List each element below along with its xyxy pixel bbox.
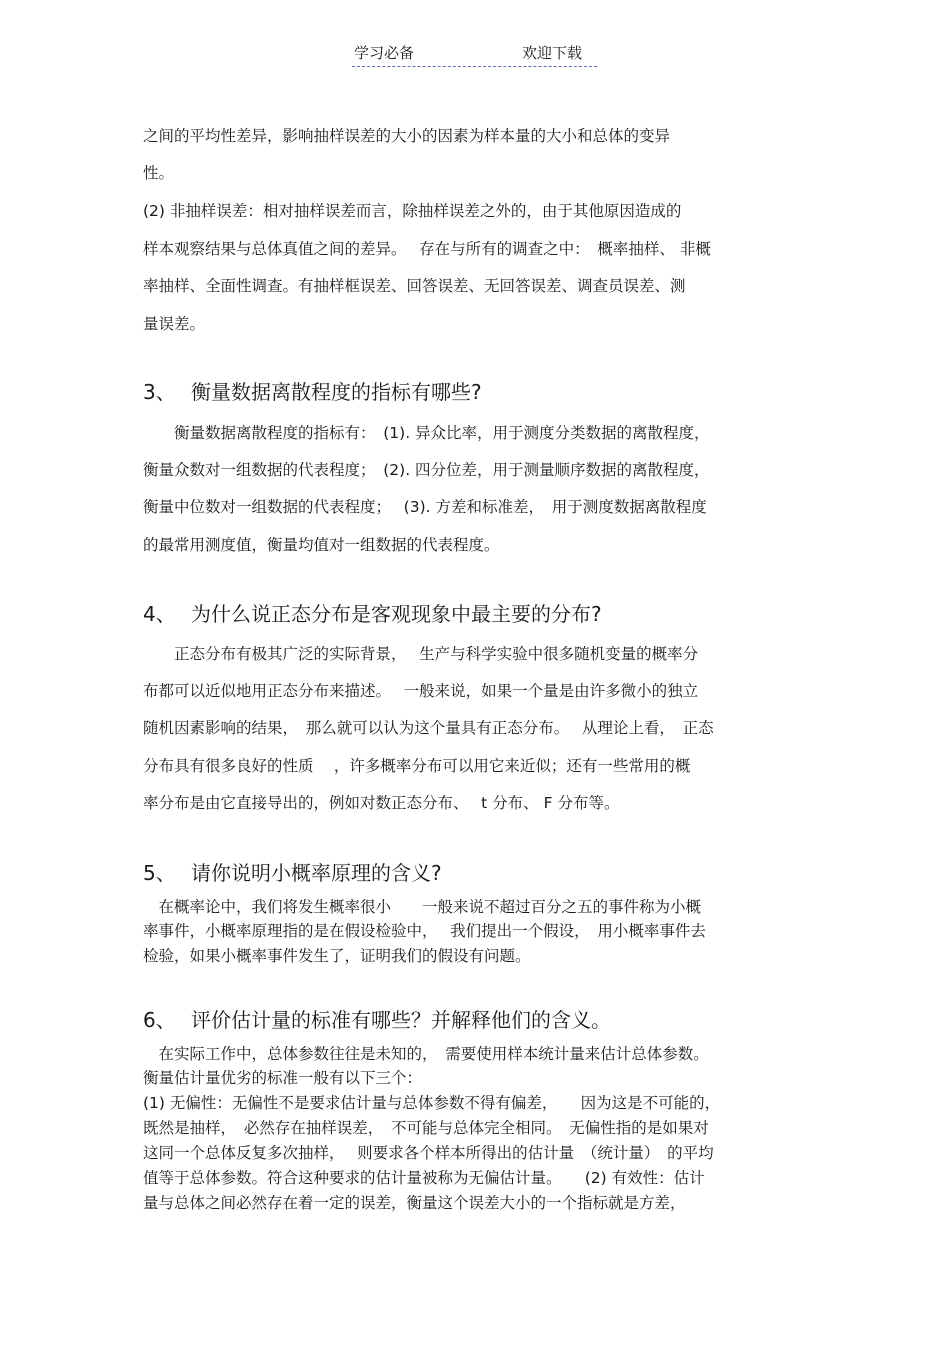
heading-number: 6、 (143, 1008, 176, 1032)
text-line: 率事件，小概率原理指的是在假设检验中， 我们提出一个假设， 用小概率事件去 (143, 922, 706, 940)
text-line: 之间的平均性差异，影响抽样误差的大小的因素为样本量的大小和总体的变异 (143, 127, 671, 145)
text-line: 这同一个总体反复多次抽样， 则要求各个样本所得出的估计量 （统计量） 的平均 (143, 1144, 714, 1162)
text-line: 布都可以近似地用正态分布来描述。 一般来说，如果一个量是由许多微小的独立 (143, 682, 699, 700)
text-line: 性。 (143, 164, 175, 182)
text-line: 在概率论中，我们将发生概率很小 一般来说不超过百分之五的事件称为小概 (143, 898, 702, 916)
text-line: 率分布是由它直接导出的，例如对数正态分布、 t 分布、 F 分布等。 (143, 794, 620, 812)
text-line: (2) 非抽样误差：相对抽样误差而言，除抽样误差之外的，由于其他原因造成的 (143, 202, 682, 220)
heading-text: 请你说明小概率原理的含义? (191, 861, 442, 885)
heading-text: 评价估计量的标准有哪些？并解释他们的含义。 (191, 1008, 611, 1032)
text-line: 样本观察结果与总体真值之间的差异。 存在与所有的调查之中： 概率抽样、 非概 (143, 240, 711, 258)
text-line: 量与总体之间必然存在着一定的误差，衡量这个误差大小的一个指标就是方差， (143, 1194, 686, 1212)
heading-number: 3、 (143, 380, 176, 404)
heading-text: 衡量数据离散程度的指标有哪些? (191, 380, 482, 404)
text-line: (1) 无偏性：无偏性不是要求估计量与总体参数不得有偏差， 因为这是不可能的， (143, 1094, 721, 1112)
section-heading-5 (143, 860, 442, 886)
page-header (352, 42, 597, 67)
text-line: 正态分布有极其广泛的实际背景， 生产与科学实验中很多随机变量的概率分 (143, 645, 699, 663)
text-line: 衡量数据离散程度的指标有： (1). 异众比率，用于测度分类数据的离散程度， (143, 424, 710, 442)
text-line: 衡量中位数对一组数据的代表程度； (3). 方差和标准差， 用于测度数据离散程度 (143, 498, 707, 516)
text-line: 在实际工作中，总体参数往往是未知的， 需要使用样本统计量来估计总体参数。 (143, 1045, 709, 1063)
heading-text: 为什么说正态分布是客观现象中最主要的分布? (191, 602, 602, 626)
text-line: 分布具有很多良好的性质 ，许多概率分布可以用它来近似；还有一些常用的概 (143, 757, 691, 775)
heading-number: 5、 (143, 861, 176, 885)
text-line: 量误差。 (143, 315, 206, 333)
text-line: 衡量估计量优劣的标准一般有以下三个： (143, 1069, 423, 1087)
section-heading-3 (143, 379, 482, 405)
text-line: 率抽样、全面性调查。有抽样框误差、回答误差、无回答误差、调查员误差、测 (143, 277, 686, 295)
text-line: 随机因素影响的结果， 那么就可以认为这个量具有正态分布。 从理论上看， 正态 (143, 719, 714, 737)
header-right-text: 欢迎下载 (522, 44, 583, 62)
heading-number: 4、 (143, 602, 176, 626)
text-line: 的最常用测度值，衡量均值对一组数据的代表程度。 (143, 536, 500, 554)
section-heading-6 (143, 1007, 611, 1033)
text-line: 衡量众数对一组数据的代表程度； (2). 四分位差，用于测量顺序数据的离散程度， (143, 461, 710, 479)
header-left-text: 学习必备 (354, 44, 415, 62)
text-line: 值等于总体参数。符合这种要求的估计量被称为无偏估计量。 (2) 有效性：估计 (143, 1169, 705, 1187)
section-heading-4 (143, 601, 602, 627)
text-line: 检验，如果小概率事件发生了，证明我们的假设有问题。 (143, 947, 531, 965)
text-line: 既然是抽样， 必然存在抽样误差， 不可能与总体完全相同。 无偏性指的是如果对 (143, 1119, 709, 1137)
